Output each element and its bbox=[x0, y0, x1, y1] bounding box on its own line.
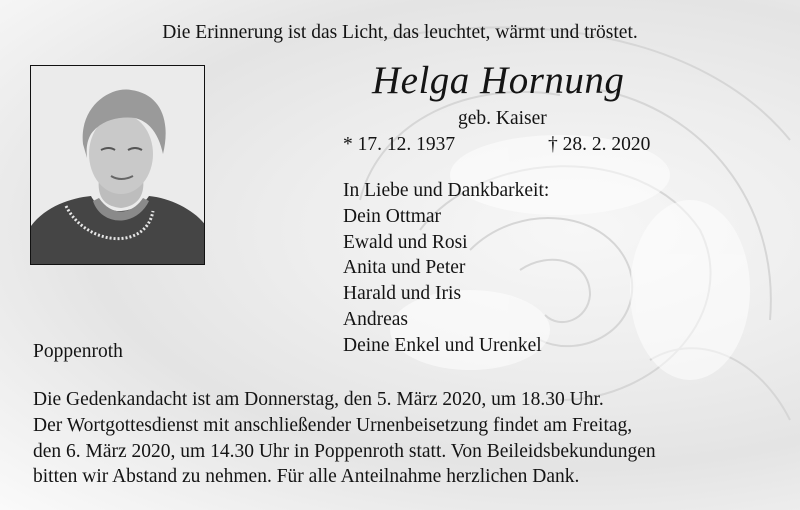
notice-line: den 6. März 2020, um 14.30 Uhr in Poppenroth statt. Von Beileidsbekundungen bbox=[33, 440, 656, 462]
portrait-photo bbox=[30, 65, 205, 265]
notice-line: Die Gedenkandacht ist am Donnerstag, den 5. März 2020, um 18.30 Uhr. bbox=[33, 389, 604, 410]
mourners-heading: In Liebe und Dankbarkeit: bbox=[343, 180, 550, 201]
mourner-line: Deine Enkel und Urenkel bbox=[343, 334, 542, 356]
deceased-name: Helga Hornung bbox=[372, 59, 625, 102]
portrait-image bbox=[31, 66, 205, 265]
death-date: † 28. 2. 2020 bbox=[548, 134, 651, 155]
mourner-line: Harald und Iris bbox=[343, 283, 462, 305]
motto-text: Die Erinnerung ist das Licht, das leuchtet, wärmt und tröstet. bbox=[162, 22, 638, 43]
notice-line: bitten wir Abstand zu nehmen. Für alle Anteilnahme herzlichen Dank. bbox=[33, 466, 580, 488]
mourner-line: Andreas bbox=[343, 308, 408, 330]
birth-date: * 17. 12. 1937 bbox=[343, 134, 456, 155]
mourner-line: Dein Ottmar bbox=[343, 205, 442, 227]
place-name: Poppenroth bbox=[33, 341, 123, 362]
mourners-list bbox=[343, 178, 549, 359]
notice-line: Der Wortgottesdienst mit anschließender Urnenbeisetzung findet am Freitag, bbox=[33, 414, 633, 436]
mourner-line: Ewald und Rosi bbox=[343, 231, 468, 253]
service-notice bbox=[33, 387, 656, 490]
maiden-name: geb. Kaiser bbox=[458, 108, 547, 129]
mourner-line: Anita und Peter bbox=[343, 257, 466, 279]
